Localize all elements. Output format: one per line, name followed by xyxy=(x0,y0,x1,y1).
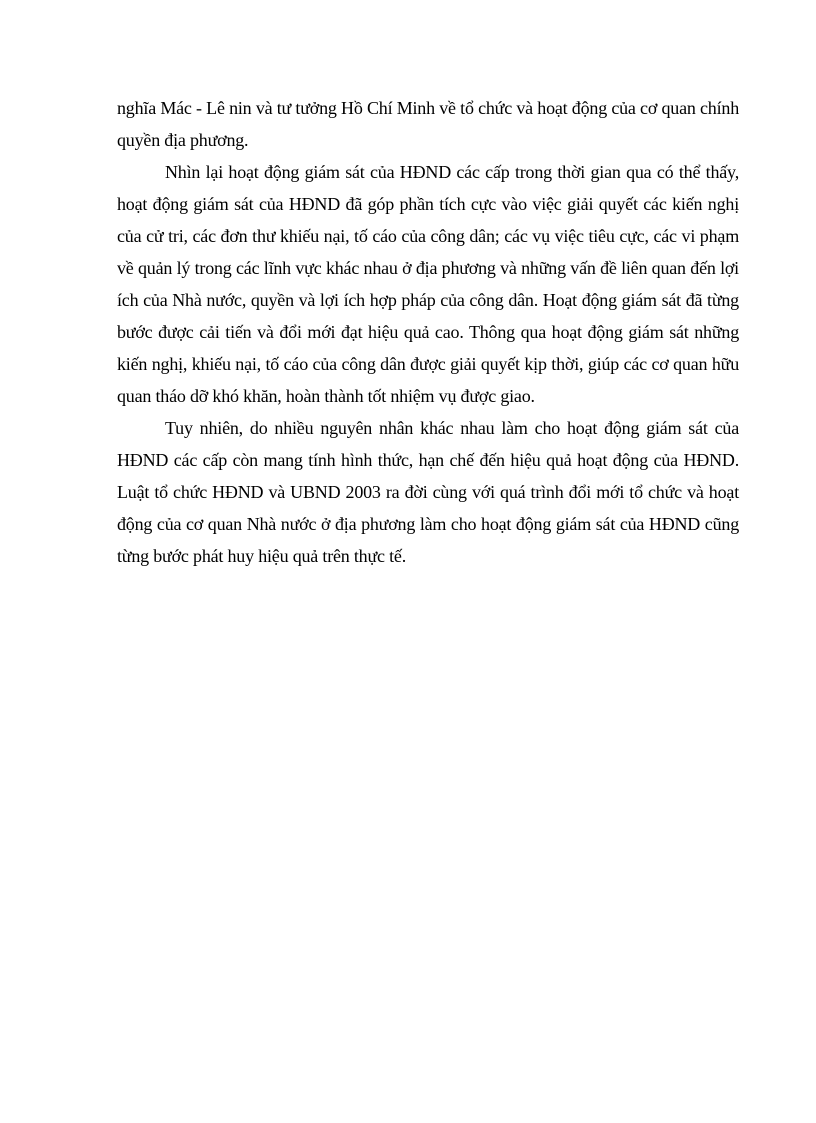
paragraph-continuation: nghĩa Mác - Lê nin và tư tưởng Hồ Chí Minh về tổ chức và hoạt động của cơ quan chính quyền địa phương. xyxy=(117,98,739,150)
body-text xyxy=(117,92,739,572)
paragraph-supervision-review: Nhìn lại hoạt động giám sát của HĐND các cấp trong thời gian qua có thể thấy, hoạt động giám sát của HĐND đã góp phần tích cực vào việc giải quyết các kiến nghị của cử tri, các đơn thư khiếu nại, tố cáo của công dân; các vụ việc tiêu cực, các vi phạm về quản lý trong các lĩnh vực khác nhau ở địa phương và những vấn đề liên quan đến lợi ích của Nhà nước, quyền và lợi ích hợp pháp của công dân. Hoạt động giám sát đã từng bước được cải tiến và đổi mới đạt hiệu quả cao. Thông qua hoạt động giám sát những kiến nghị, khiếu nại, tố cáo của công dân được giải quyết kịp thời, giúp các cơ quan hữu quan tháo dỡ khó khăn, hoàn thành tốt nhiệm vụ được giao. xyxy=(117,162,739,406)
paragraph-limitations: Tuy nhiên, do nhiều nguyên nhân khác nhau làm cho hoạt động giám sát của HĐND các cấp còn mang tính hình thức, hạn chế đến hiệu quả hoạt động của HĐND. Luật tổ chức HĐND và UBND 2003 ra đời cùng với quá trình đổi mới tổ chức và hoạt động của cơ quan Nhà nước ở địa phương làm cho hoạt động giám sát của HĐND cũng từng bước phát huy hiệu quả trên thực tế. xyxy=(117,418,739,566)
